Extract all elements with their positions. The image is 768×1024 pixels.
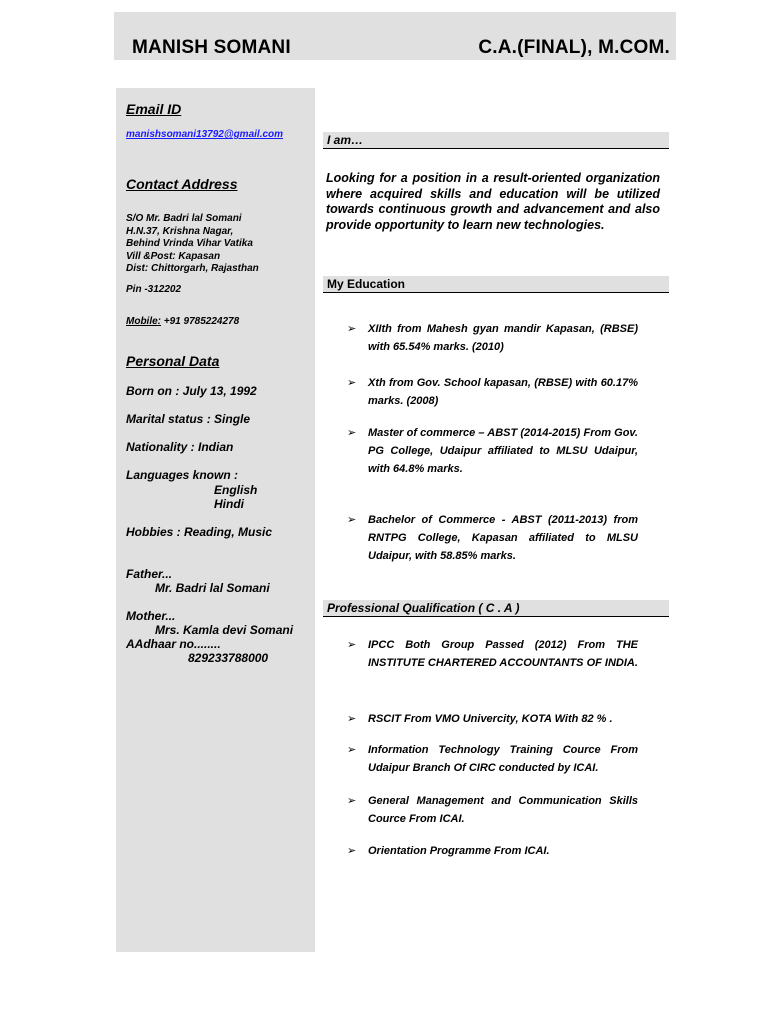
professional-text: Orientation Programme From ICAI. (368, 845, 550, 857)
aadhaar-value: 829233788000 (188, 651, 269, 665)
mother-label: Mother... (126, 609, 176, 623)
bullet-arrow-icon: ➢ (347, 795, 357, 807)
professional-text: IPCC Both Group Passed (2012) From THE INSTITUTE CHARTERED ACCOUNTANTS OF INDIA. (368, 639, 638, 669)
languages-label: Languages known : (126, 468, 239, 482)
professional-item (347, 710, 638, 728)
education-heading: My Education (327, 277, 406, 291)
professional-section-bar (323, 600, 669, 617)
pin-code: Pin -312202 (126, 284, 182, 295)
father-name: Mr. Badri lal Somani (155, 581, 270, 595)
father-label: Father... (126, 567, 173, 581)
professional-text: Information Technology Training Cource From Udaipur Branch Of CIRC conducted by ICAI. (368, 744, 638, 774)
email-heading: Email ID (126, 101, 182, 117)
mobile-value: +91 9785224278 (161, 316, 240, 327)
professional-text: RSCIT From VMO Univercity, KOTA With 82 % . (368, 713, 613, 725)
aadhaar-label: AAdhaar no........ (126, 637, 221, 651)
language-item: Hindi (214, 497, 244, 511)
resume-header (114, 12, 676, 60)
hobbies: Hobbies : Reading, Music (126, 525, 273, 539)
professional-item (347, 842, 638, 860)
mobile-row (126, 316, 239, 329)
education-item (347, 511, 638, 565)
mobile-label: Mobile: (126, 316, 161, 327)
address-line: S/O Mr. Badri lal Somani (126, 213, 242, 224)
born-on: Born on : July 13, 1992 (126, 384, 257, 398)
professional-heading: Professional Qualification ( C . A ) (327, 601, 520, 615)
candidate-qualification: C.A.(FINAL), M.COM. (478, 37, 670, 58)
language-item: English (214, 483, 258, 497)
candidate-name: MANISH SOMANI (132, 37, 291, 58)
bullet-arrow-icon: ➢ (347, 377, 357, 389)
marital-status: Marital status : Single (126, 412, 251, 426)
professional-item (347, 792, 638, 828)
bullet-arrow-icon: ➢ (347, 713, 357, 725)
education-text: Master of commerce – ABST (2014-2015) From Gov. PG College, Udaipur affiliated to MLSU Udaipur, with 64.8% marks. (368, 427, 638, 475)
education-text: Bachelor of Commerce - ABST (2011-2013) from RNTPG College, Kapasan affiliated to MLSU Udaipur, with 58.85% marks. (368, 514, 638, 562)
professional-item (347, 741, 638, 777)
personal-heading: Personal Data (126, 353, 220, 369)
bullet-arrow-icon: ➢ (347, 323, 357, 335)
iam-section-bar (323, 132, 669, 149)
mother-name: Mrs. Kamla devi Somani (155, 623, 294, 637)
nationality: Nationality : Indian (126, 440, 234, 454)
bullet-arrow-icon: ➢ (347, 427, 357, 439)
objective-text: Looking for a position in a result-oriented organization where acquired skills and education will be utilized towards continuous growth and advancement and also provide opportunity to learn new technologies. (326, 171, 660, 232)
address-line: H.N.37, Krishna Nagar, (126, 225, 234, 237)
address-block (126, 213, 259, 276)
bullet-arrow-icon: ➢ (347, 744, 357, 756)
education-item (347, 320, 638, 356)
bullet-arrow-icon: ➢ (347, 639, 357, 651)
bullet-arrow-icon: ➢ (347, 845, 357, 857)
contact-heading: Contact Address (126, 176, 238, 192)
professional-item (347, 636, 638, 672)
education-text: Xth from Gov. School kapasan, (RBSE) with 60.17% marks. (2008) (368, 377, 638, 407)
professional-text: General Management and Communication Skills Cource From ICAI. (368, 795, 638, 825)
address-line: Dist: Chittorgarh, Rajasthan (126, 263, 259, 274)
education-section-bar (323, 276, 669, 293)
education-item (347, 374, 638, 410)
address-line: Vill &Post: Kapasan (126, 250, 221, 262)
bullet-arrow-icon: ➢ (347, 514, 357, 526)
address-line: Behind Vrinda Vihar Vatika (126, 238, 253, 249)
email-link[interactable]: manishsomani13792@gmail.com (126, 129, 284, 140)
iam-heading: I am… (327, 133, 364, 147)
education-text: XIIth from Mahesh gyan mandir Kapasan, (RBSE) with 65.54% marks. (2010) (368, 323, 638, 353)
email-row (126, 126, 283, 140)
education-item (347, 424, 638, 478)
